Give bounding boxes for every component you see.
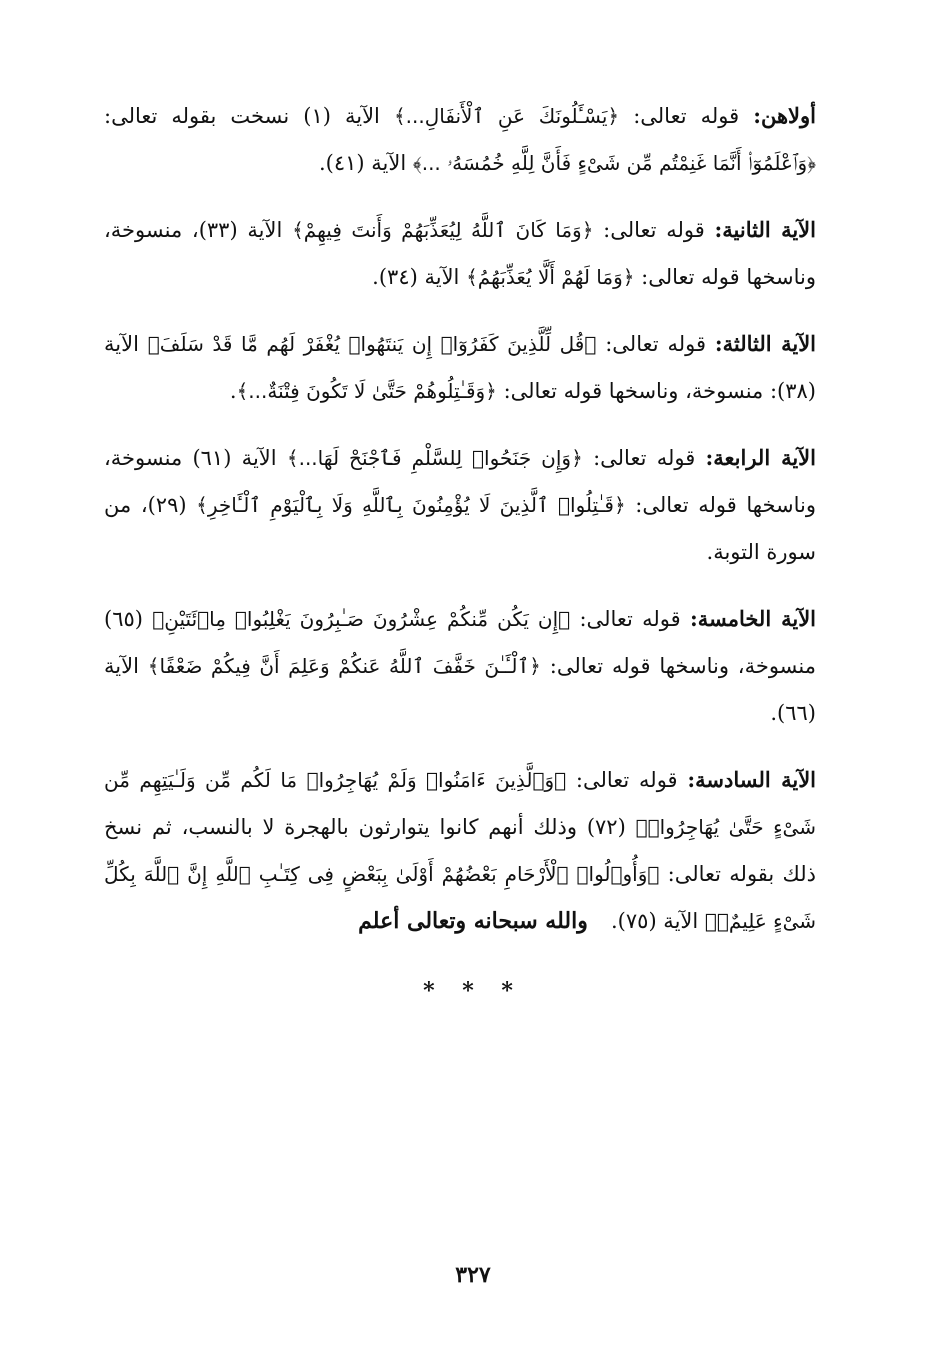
text-run: قوله تعالى:: [619, 104, 754, 128]
text-run: قوله تعالى:: [570, 607, 690, 631]
quran-quote: ﴿وَٱلَّذِينَ ءَامَنُوا۟ وَلَمْ يُهَاجِرُوا۟ مَا لَكُم مِّن وَلَـٰيَتِهِم مِّن شَىْءٍ حَتَّىٰ يُهَاجِرُوا۟﴾: [104, 768, 816, 839]
text-run: قوله تعالى:: [596, 332, 715, 356]
text-run: (٦٥) منسوخة، وناسخها قوله تعالى:: [104, 607, 816, 678]
paragraph-verse-2: [104, 206, 816, 301]
quran-quote: ﴿يَسْـَٔلُونَكَ عَنِ ٱلْأَنفَالِ...﴾: [393, 104, 620, 128]
quran-quote: ﴿إِن يَكُن مِّنكُمْ عِشْرُونَ صَـٰبِرُونَ يَغْلِبُوا۟ مِا۟ئَتَيْنِ﴾: [152, 607, 571, 631]
text-run: الآية (٧٥).: [611, 909, 705, 933]
text-run: (٢٩)، من سورة التوبة.: [104, 493, 816, 564]
text-run: .: [229, 379, 237, 403]
paragraph-verse-5: [104, 595, 816, 737]
text-run: قوله تعالى:: [582, 446, 706, 470]
quran-quote: ﴿وَقَـٰتِلُوهُمْ حَتَّىٰ لَا تَكُونَ فِتْنَةٌ...﴾: [236, 379, 497, 403]
quran-quote: ﴿وَمَا كَانَ ٱللَّهُ لِيُعَذِّبَهُمْ وَأَنتَ فِيهِمْ﴾: [292, 218, 594, 242]
text-run: الآية (١) نسخت بقوله تعالى:: [104, 104, 394, 128]
paragraph-verse-3: [104, 320, 816, 415]
quran-quote: ﴿وَمَا لَهُمْ أَلَّا يُعَذِّبَهُمُ﴾: [466, 265, 635, 289]
quran-quote: ﴿وَٱعْلَمُوٓا۟ أَنَّمَا غَنِمْتُم مِّن شَىْءٍ فَأَنَّ لِلَّهِ خُمُسَهُۥ ...﴾: [412, 151, 816, 175]
quran-quote: ﴿ٱلْـَٔـٰنَ خَفَّفَ ٱللَّهُ عَنكُمْ وَعَلِمَ أَنَّ فِيكُمْ ضَعْفًا﴾: [147, 654, 541, 678]
text-run: الآية (٦٦).: [104, 654, 816, 725]
page-number: ٣٢٧: [455, 1262, 491, 1288]
page-body: [104, 92, 816, 964]
text-run: قوله تعالى:: [593, 218, 715, 242]
paragraph-verse-1: [104, 92, 816, 187]
text-run: الآية (٣٤).: [372, 265, 467, 289]
verse-label: الآية السادسة:: [687, 767, 817, 792]
quran-quote: ﴿قَـٰتِلُوا۟ ٱلَّذِينَ لَا يُؤْمِنُونَ بِٱللَّهِ وَلَا بِٱلْيَوْمِ ٱلْـَٔاخِرِ﴾: [196, 493, 626, 517]
text-run: الآية (٣٨): منسوخة، وناسخها قوله تعالى:: [104, 332, 816, 403]
text-run: الآية (٤١).: [318, 151, 413, 175]
quran-quote: ﴿وَإِن جَنَحُوا۟ لِلسَّلْمِ فَٱجْنَحْ لَهَا...﴾: [286, 446, 583, 470]
verse-label: الآية الثالثة:: [714, 331, 817, 356]
text-run: قوله تعالى:: [566, 768, 688, 792]
paragraph-verse-4: [104, 434, 816, 576]
verse-label: أولاهن:: [753, 103, 816, 128]
verse-label: الآية الثانية:: [714, 217, 816, 242]
quran-quote: ﴿قُل لِّلَّذِينَ كَفَرُوٓا۟ إِن يَنتَهُوا۟ يُغْفَرْ لَهُم مَّا قَدْ سَلَفَ﴾: [147, 332, 597, 356]
quran-quote: ﴿وَأُو۟لُوا۟ ٱلْأَرْحَامِ بَعْضُهُمْ أَوْلَىٰ بِبَعْضٍ فِى كِتَـٰبِ ٱللَّهِ إِنَّ ٱللَّهَ بِكُلِّ شَىْءٍ عَلِيمٌۢ﴾: [104, 862, 816, 933]
verse-label: الآية الخامسة:: [689, 606, 817, 631]
text-run: الآية (٦١) منسوخة، وناسخها قوله تعالى:: [104, 446, 816, 517]
section-separator: * * *: [423, 978, 523, 1004]
closing-statement: والله سبحانه وتعالى أعلم: [358, 908, 588, 934]
verse-label: الآية الرابعة:: [705, 445, 816, 470]
text-run: الآية (٣٣)، منسوخة، وناسخها قوله تعالى:: [104, 218, 816, 289]
text-run: (٧٢) وذلك أنهم كانوا يتوارثون بالهجرة لا بالنسب، ثم نسخ ذلك بقوله تعالى:: [104, 815, 816, 886]
